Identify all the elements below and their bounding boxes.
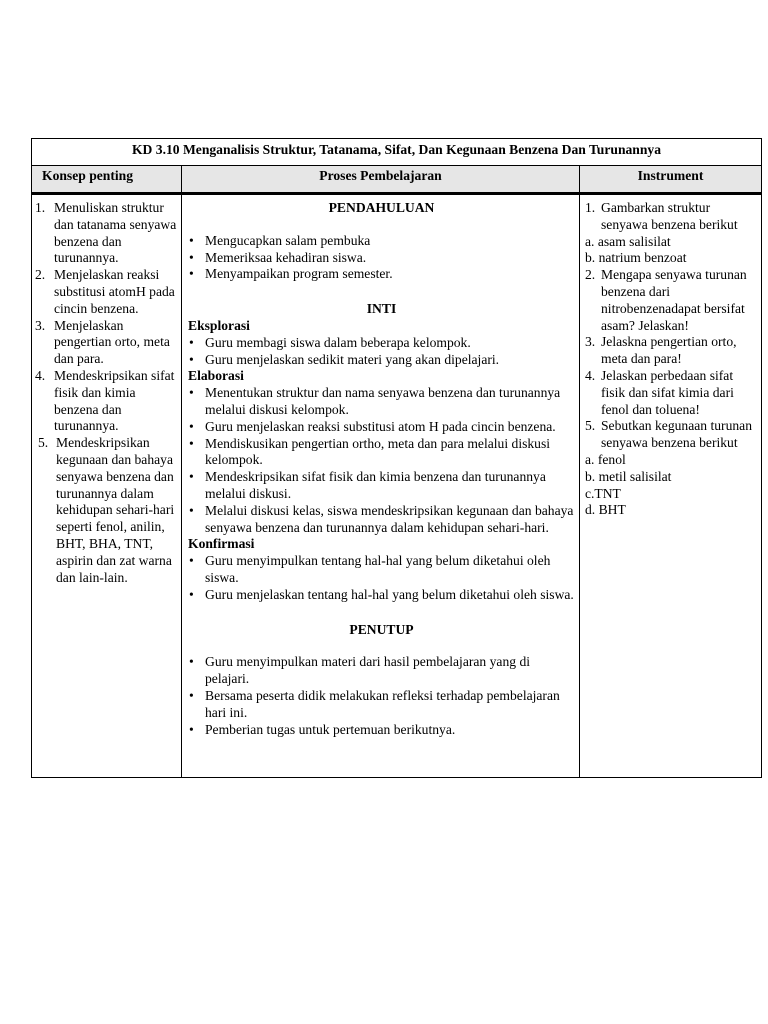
list-item: • Pemberian tugas untuk pertemuan berikutnya. [189, 721, 456, 737]
bullet-icon: • [189, 586, 194, 602]
bullet-icon: • [189, 687, 194, 703]
list-item: • Mengucapkan salam pembuka [189, 232, 371, 248]
list-item: • Guru menyimpulkan materi dari hasil pembelajaran yang di pelajari. [189, 654, 531, 687]
list-item: • Mendeskripsikan sifat fisik dan kimia benzena dan turunannya melalui diskusi. [189, 469, 546, 501]
list-item: • Menentukan struktur dan nama senyawa benzena dan turunannya melalui diskusi kelompok. [189, 385, 561, 417]
bullet-icon: • [189, 249, 194, 265]
list-item: • Menyampaikan program semester. [189, 266, 393, 282]
konsep-item: 5. Mendeskripsikan kegunaan dan bahaya senyawa benzena dan turunannya dalam kehidupan sehari-hari seperti fenol, anilin, BHT, BHA, TNT, aspirin dan zat warna dan lain-lain. [38, 435, 175, 585]
table-body-row [32, 195, 761, 777]
bullet-icon: • [189, 654, 194, 670]
pendahuluan-heading: PENDAHULUAN [328, 200, 435, 215]
header-proses: Proses Pembelajaran [182, 166, 580, 192]
bullet-icon: • [189, 334, 194, 350]
proses-column [182, 195, 580, 777]
option-item: d. BHT [585, 502, 626, 518]
list-item: • Guru menjelaskan reaksi substitusi atom H pada cincin benzena. [189, 418, 556, 434]
question-item: 2. Mengapa senyawa turunan benzena dari nitrobenzenadapat bersifat asam? Jelaskan! [585, 267, 747, 333]
header-konsep: Konsep penting [32, 166, 182, 192]
konsep-column [32, 195, 182, 777]
bullet-icon: • [189, 502, 194, 518]
list-item: • Mendiskusikan pengertian ortho, meta dan para melalui diskusi kelompok. [189, 435, 551, 468]
konsep-item: 4. Mendeskripsikan sifat fisik dan kimia benzena dan turunannya. [35, 367, 175, 434]
bullet-icon: • [189, 385, 194, 401]
penutup-list [188, 654, 575, 738]
option-item: a. asam salisilat [585, 233, 671, 249]
bullet-icon: • [189, 469, 194, 485]
list-item: • Guru menyimpulkan tentang hal-hal yang belum diketahui oleh siswa. [189, 553, 551, 585]
bullet-icon: • [189, 721, 194, 737]
table-header-row [32, 166, 761, 195]
eksplorasi-heading: Eksplorasi [188, 317, 250, 333]
list-item: • Melalui diskusi kelas, siswa mendeskripsikan kegunaan dan bahaya senyawa benzena dan turunannya dalam kehidupan sehari-hari. [189, 502, 574, 535]
bullet-icon: • [189, 351, 194, 367]
list-item: • Memeriksaa kehadiran siswa. [189, 249, 367, 265]
pendahuluan-list [188, 233, 575, 283]
question-item: 5. Sebutkan kegunaan turunan senyawa benzena berikut [585, 418, 752, 451]
konsep-item: 1. Menuliskan struktur dan tatanama senyawa benzena dan turunannya. [35, 200, 177, 266]
option-item: b. metil salisilat [585, 468, 672, 484]
question-item: 4. Jelaskan perbedaan sifat fisik dan sifat kimia dari fenol dan toluena! [585, 367, 734, 417]
list-item: • Guru membagi siswa dalam beberapa kelompok. [189, 334, 471, 350]
bullet-icon: • [189, 418, 194, 434]
bullet-icon: • [189, 266, 194, 282]
list-item: • Guru menjelaskan tentang hal-hal yang belum diketahui oleh siswa. [189, 586, 574, 602]
inti-heading: INTI [366, 301, 397, 317]
konfirmasi-heading: Konfirmasi [188, 536, 255, 552]
elaborasi-heading: Elaborasi [188, 368, 244, 384]
bullet-icon: • [189, 553, 194, 569]
eksplorasi-list [188, 335, 575, 369]
option-item: b. natrium benzoat [585, 250, 687, 266]
konsep-item: 2. Menjelaskan reaksi substitusi atomH pada cincin benzena. [35, 267, 175, 316]
header-instrument: Instrument [637, 168, 704, 183]
lesson-plan-table [31, 138, 762, 778]
question-item: 1. Gambarkan struktur senyawa benzena berikut [585, 200, 738, 232]
konsep-item: 3. Menjelaskan pengertian orto, meta dan para. [35, 317, 170, 367]
bullet-icon: • [189, 435, 194, 451]
bullet-icon: • [189, 232, 194, 248]
table-title: KD 3.10 Menganalisis Struktur, Tatanama, Sifat, Dan Kegunaan Benzena Dan Turunannya [32, 139, 761, 166]
elaborasi-list [188, 385, 575, 536]
option-item: a. fenol [585, 451, 626, 467]
list-item: • Guru menjelaskan sedikit materi yang akan dipelajari. [189, 351, 500, 367]
option-item: c.TNT [585, 485, 621, 501]
question-item: 3. Jelaskna pengertian orto, meta dan para! [585, 334, 737, 367]
instrument-column [580, 195, 761, 777]
penutup-heading: PENUTUP [349, 621, 414, 637]
konfirmasi-list [188, 553, 575, 603]
list-item: • Bersama peserta didik melakukan refleksi terhadap pembelajaran hari ini. [189, 687, 560, 720]
